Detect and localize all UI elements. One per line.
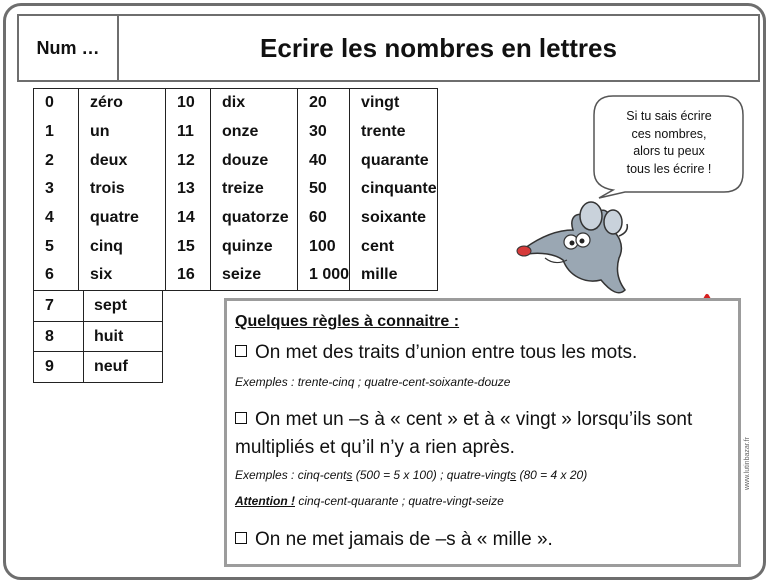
number-cell: 1	[34, 118, 79, 147]
rules-box	[224, 298, 741, 567]
mouse-illustration	[515, 196, 639, 302]
word-cell: huit	[94, 327, 124, 345]
word-cell: sept	[94, 296, 127, 314]
word-cell: zéro	[79, 89, 166, 118]
word-cell: quarante	[350, 146, 438, 175]
table-row	[34, 175, 438, 204]
table-row	[34, 204, 438, 233]
number-cell: 11	[166, 118, 211, 147]
rules-title: Quelques règles à connaitre :	[235, 313, 460, 330]
example-2: Exemples : cinq-cents (500 = 5 x 100) ; quatre-vingts (80 = 4 x 20)	[235, 468, 588, 482]
number-cell: 16	[166, 261, 211, 290]
word-cell: trois	[79, 175, 166, 204]
number-cell: 60	[298, 204, 350, 233]
table-row	[34, 146, 438, 175]
word-cell: trente	[350, 118, 438, 147]
word-cell: seize	[211, 261, 298, 290]
number-cell: 10	[166, 89, 211, 118]
example-1: Exemples : trente-cinq ; quatre-cent-soixante-douze	[235, 375, 511, 389]
checkbox-icon	[235, 532, 247, 544]
number-cell: 5	[34, 232, 79, 261]
number-cell: 12	[166, 146, 211, 175]
word-cell: cinq	[79, 232, 166, 261]
watermark: www.lutinbazar.fr	[744, 437, 751, 490]
word-cell: onze	[211, 118, 298, 147]
word-cell: cinquante	[350, 175, 438, 204]
number-cell: 40	[298, 146, 350, 175]
name-field-label: Num …	[19, 16, 119, 80]
word-cell: vingt	[350, 89, 438, 118]
number-cell: 9	[34, 352, 84, 382]
rule-2: On met un –s à « cent » et à « vingt » lorsqu’ils sont	[235, 407, 692, 433]
header	[17, 14, 760, 82]
number-cell: 8	[34, 322, 84, 352]
numbers-table	[33, 88, 438, 291]
word-cell: un	[79, 118, 166, 147]
word-cell: dix	[211, 89, 298, 118]
number-cell: 3	[34, 175, 79, 204]
table-row	[34, 232, 438, 261]
word-cell: mille	[350, 261, 438, 290]
number-cell: 50	[298, 175, 350, 204]
word-cell: quatre	[79, 204, 166, 233]
number-cell: 20	[298, 89, 350, 118]
table-row	[34, 261, 438, 290]
word-cell: quatorze	[211, 204, 298, 233]
number-cell: 4	[34, 204, 79, 233]
table-row	[34, 118, 438, 147]
speech-bubble-text: Si tu sais écrire ces nombres, alors tu peux tous les écrire !	[626, 109, 712, 176]
number-cell: 14	[166, 204, 211, 233]
table-row	[34, 321, 162, 352]
number-cell: 7	[34, 291, 84, 321]
number-cell: 15	[166, 232, 211, 261]
page-title: Ecrire les nombres en lettres	[260, 32, 617, 63]
word-cell: neuf	[94, 358, 128, 376]
number-cell: 2	[34, 146, 79, 175]
word-cell: cent	[350, 232, 438, 261]
rule-3: On ne met jamais de –s à « mille ».	[235, 527, 553, 553]
number-cell: 6	[34, 261, 79, 290]
word-cell: douze	[211, 146, 298, 175]
number-cell: 30	[298, 118, 350, 147]
rule-1: On met des traits d’union entre tous les mots.	[235, 340, 637, 366]
checkbox-icon	[235, 412, 247, 424]
word-cell: soixante	[350, 204, 438, 233]
number-cell: 13	[166, 175, 211, 204]
number-cell: 100	[298, 232, 350, 261]
rule-2-continued: multipliés et qu’il n’y a rien après.	[235, 437, 515, 458]
checkbox-icon	[235, 345, 247, 357]
attention-note: Attention ! cinq-cent-quarante ; quatre-vingt-seize	[235, 494, 504, 508]
word-cell: treize	[211, 175, 298, 204]
table-row	[34, 89, 438, 118]
table-row	[34, 351, 162, 382]
word-cell: six	[79, 261, 166, 290]
numbers-table-lower	[33, 290, 163, 383]
word-cell: quinze	[211, 232, 298, 261]
word-cell: deux	[79, 146, 166, 175]
table-row	[34, 290, 162, 321]
number-cell: 0	[34, 89, 79, 118]
number-cell: 1 000	[298, 261, 350, 290]
